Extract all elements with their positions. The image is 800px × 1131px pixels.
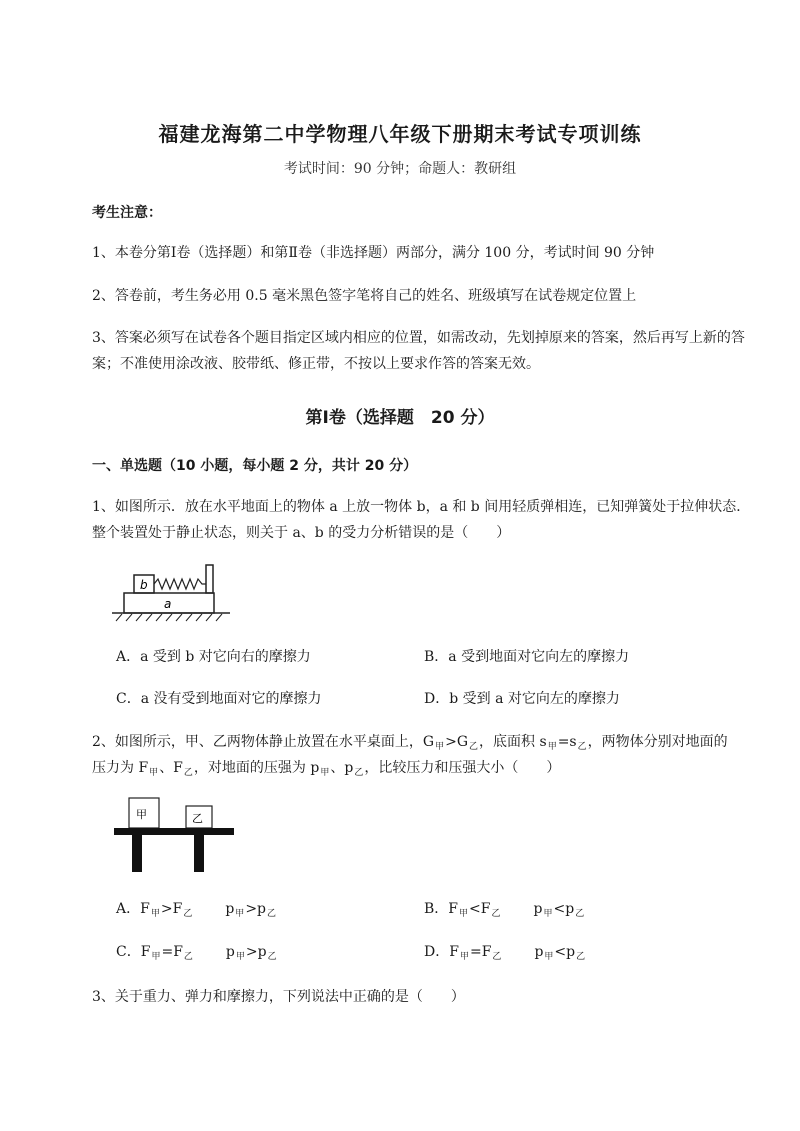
q1-figure-spring-blocks [112, 563, 232, 625]
notice-item-1: 1、本卷分第Ⅰ卷（选择题）和第Ⅱ卷（非选择题）两部分，满分 100 分，考试时间 90 分钟 [92, 245, 655, 261]
wall-post [206, 565, 213, 593]
table-leg-left [132, 835, 142, 872]
notice-item-3: 3、答案必须写在试卷各个题目指定区域内相应的位置，如需改动，先划掉原来的答案，然后再写上新的答案；不准使用涂改液、胶带纸、修正带，不按以上要求作答的答案无效。 [92, 330, 745, 372]
exam-info: 考试时间：90 分钟；命题人：教研组 [283, 161, 517, 177]
q2-figure-table [114, 796, 238, 874]
block-a-label: a [164, 597, 172, 611]
q1-option-b[interactable]: B．a 受到地面对它向左的摩擦力 [424, 649, 630, 665]
q2-option-d[interactable]: D．$F_甲=F_乙$ $p_甲<p_乙$ [424, 944, 586, 962]
object-jia-label: 甲 [136, 808, 147, 821]
q2-option-c[interactable]: C．$F_甲=F_乙$ $p_甲>p_乙$ [116, 944, 277, 962]
table-top [114, 828, 234, 835]
q2-option-a[interactable]: A．$F_甲>F_乙$ $p_甲>p_乙$ [116, 901, 277, 919]
q3-stem: 3、关于重力、弹力和摩擦力，下列说法中正确的是（ ） [92, 989, 465, 1005]
notice-heading: 考生注意： [92, 205, 162, 221]
block-b-label: b [140, 578, 148, 592]
q1-option-a[interactable]: A．a 受到 b 对它向右的摩擦力 [116, 649, 311, 665]
q2-option-b[interactable]: B．$F_甲<F_乙$ $p_甲<p_乙$ [424, 901, 585, 919]
ground-hatch [116, 614, 222, 621]
q2-stem-line1: 2、如图所示，甲、乙两物体静止放置在水平桌面上，$G_甲>G_乙$，底面积 $s_甲=s_乙$，两物体分别对地面的 [92, 734, 728, 752]
section-title: 第Ⅰ卷（选择题 20 分） [305, 408, 495, 428]
spring [154, 579, 206, 589]
page-title: 福建龙海第二中学物理八年级下册期末考试专项训练 [158, 122, 642, 146]
q1-option-c[interactable]: C．a 没有受到地面对它的摩擦力 [116, 691, 322, 707]
object-yi-label: 乙 [192, 812, 203, 825]
q1-option-d[interactable]: D．b 受到 a 对它向左的摩擦力 [424, 691, 620, 707]
table-leg-right [194, 835, 204, 872]
notice-item-2: 2、答卷前，考生务必用 0.5 毫米黑色签字笔将自己的姓名、班级填写在试卷规定位置上 [92, 288, 637, 304]
q2-stem-line2: 压力为 $F_甲$、$F_乙$，对地面的压强为 $p_甲$、$p_乙$，比较压力和压强大小（ ） [92, 760, 561, 778]
q1-stem: 1、如图所示．放在水平地面上的物体 a 上放一物体 b，a 和 b 间用轻质弹相连，已知弹簧处于拉伸状态．整个装置处于静止状态，则关于 a、b 的受力分析错误的是（ ） [92, 499, 751, 541]
part-heading: 一、单选题（10 小题，每小题 2 分，共计 20 分） [92, 458, 418, 474]
